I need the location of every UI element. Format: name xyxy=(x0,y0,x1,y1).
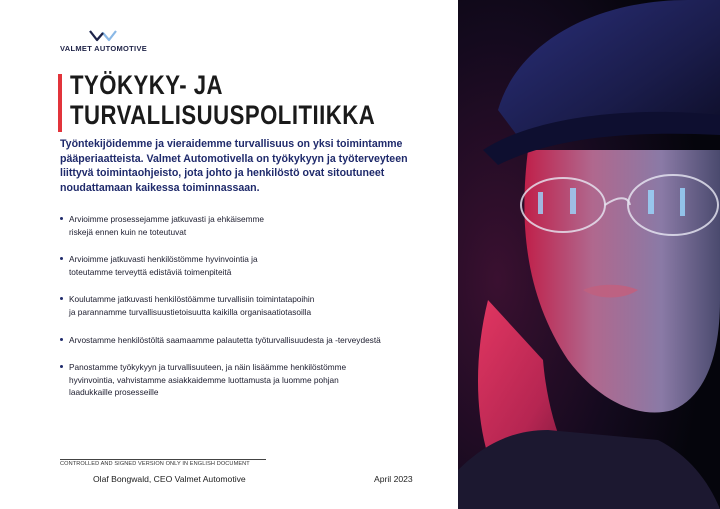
company-logo xyxy=(60,28,160,53)
title-line-1: TYÖKYKY- JA xyxy=(70,70,224,100)
hero-photo xyxy=(458,0,720,509)
bullet-dot-icon xyxy=(60,257,63,260)
title-accent-bar xyxy=(58,74,62,132)
bullet-dot-icon xyxy=(60,217,63,220)
bullet-dot-icon xyxy=(60,365,63,368)
title-line-2: TURVALLISUUSPOLITIIKKA xyxy=(70,100,376,130)
signer-name: Olaf Bongwald, CEO Valmet Automotive xyxy=(93,474,246,484)
list-item: Koulutamme jatkuvasti henkilöstöämme turvallisiin toimintatapoihin ja parannamme turvallisuustietoisuutta kaikilla organisaatiotasoilla xyxy=(60,293,440,318)
controlled-version-note: CONTROLLED AND SIGNED VERSION ONLY IN ENGLISH DOCUMENT xyxy=(60,459,266,467)
list-item: Arvioimme prosessejamme jatkuvasti ja ehkäisemme riskejä ennen kuin ne toteutuvat xyxy=(60,213,440,238)
page-title xyxy=(58,70,442,130)
valmet-wave-icon xyxy=(88,28,118,42)
list-item: Arvostamme henkilöstöltä saamaamme palautetta työturvallisuudesta ja -terveydestä xyxy=(60,334,440,347)
list-item: Panostamme työkykyyn ja turvallisuuteen, ja näin lisäämme henkilöstömme hyvinvointia, vahvistamme asiakkaidemme luottamusta ja luomme pohjan laadukkaille prosesseille xyxy=(60,361,440,399)
document-date: April 2023 xyxy=(374,474,413,484)
policy-list xyxy=(60,213,440,414)
list-item: Arvioimme jatkuvasti henkilöstömme hyvinvointia ja toteutamme terveyttä edistäviä toimenpiteitä xyxy=(60,253,440,278)
worker-portrait-image xyxy=(458,0,720,509)
intro-paragraph: Työntekijöidemme ja vieraidemme turvallisuus on yksi toimintamme pääperiaatteista. Valmet Automotivella on työkykyyn ja työterveyteen liittyvä toimintaohjeisto, jota johto ja henkilöstö ovat sitoutuneet noudattamaan kaikessa toiminnassaan. xyxy=(60,138,408,194)
bullet-dot-icon xyxy=(60,338,63,341)
company-name: VALMET AUTOMOTIVE xyxy=(60,44,148,53)
bullet-dot-icon xyxy=(60,297,63,300)
